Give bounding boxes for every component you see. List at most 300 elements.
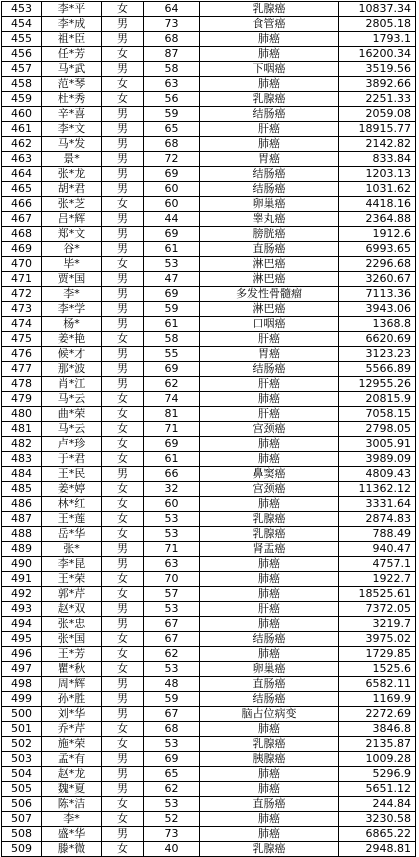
row-number-cell: 483 bbox=[2, 452, 42, 467]
sex-cell: 女 bbox=[102, 437, 144, 452]
row-number-cell: 470 bbox=[2, 257, 42, 272]
amount-cell: 3846.8 bbox=[339, 722, 416, 737]
patient-name-cell: 王*莲 bbox=[42, 512, 102, 527]
amount-cell: 1922.7 bbox=[339, 572, 416, 587]
sex-cell: 女 bbox=[102, 407, 144, 422]
age-cell: 32 bbox=[144, 482, 200, 497]
patient-name-cell: 马*武 bbox=[42, 62, 102, 77]
diagnosis-cell: 淋巴癌 bbox=[200, 257, 339, 272]
amount-cell: 3975.02 bbox=[339, 632, 416, 647]
diagnosis-cell: 结肠癌 bbox=[200, 167, 339, 182]
age-cell: 70 bbox=[144, 572, 200, 587]
row-number-cell: 498 bbox=[2, 677, 42, 692]
patient-name-cell: 曲*荣 bbox=[42, 407, 102, 422]
patient-cost-table bbox=[1, 1, 416, 857]
diagnosis-cell: 肾盂癌 bbox=[200, 542, 339, 557]
amount-cell: 1031.62 bbox=[339, 182, 416, 197]
sex-cell: 男 bbox=[102, 62, 144, 77]
diagnosis-cell: 肺癌 bbox=[200, 557, 339, 572]
table-row bbox=[2, 17, 416, 32]
age-cell: 67 bbox=[144, 707, 200, 722]
amount-cell: 940.47 bbox=[339, 542, 416, 557]
amount-cell: 1009.28 bbox=[339, 752, 416, 767]
patient-name-cell: 孟*有 bbox=[42, 752, 102, 767]
table-row bbox=[2, 662, 416, 677]
sex-cell: 女 bbox=[102, 47, 144, 62]
patient-name-cell: 周*辉 bbox=[42, 677, 102, 692]
amount-cell: 1203.13 bbox=[339, 167, 416, 182]
diagnosis-cell: 肺癌 bbox=[200, 722, 339, 737]
table-row bbox=[2, 62, 416, 77]
amount-cell: 244.84 bbox=[339, 797, 416, 812]
table-row bbox=[2, 407, 416, 422]
amount-cell: 2059.08 bbox=[339, 107, 416, 122]
age-cell: 68 bbox=[144, 722, 200, 737]
row-number-cell: 479 bbox=[2, 392, 42, 407]
table-row bbox=[2, 677, 416, 692]
amount-cell: 3260.67 bbox=[339, 272, 416, 287]
patient-name-cell: 瞿*秋 bbox=[42, 662, 102, 677]
amount-cell: 1525.6 bbox=[339, 662, 416, 677]
patient-name-cell: 胡*君 bbox=[42, 182, 102, 197]
diagnosis-cell: 肺癌 bbox=[200, 437, 339, 452]
table-row bbox=[2, 617, 416, 632]
diagnosis-cell: 肺癌 bbox=[200, 767, 339, 782]
sex-cell: 男 bbox=[102, 302, 144, 317]
table-row bbox=[2, 302, 416, 317]
patient-name-cell: 祖*臣 bbox=[42, 32, 102, 47]
age-cell: 62 bbox=[144, 377, 200, 392]
sex-cell: 男 bbox=[102, 362, 144, 377]
row-number-cell: 453 bbox=[2, 2, 42, 17]
diagnosis-cell: 肺癌 bbox=[200, 47, 339, 62]
sex-cell: 男 bbox=[102, 692, 144, 707]
amount-cell: 6993.65 bbox=[339, 242, 416, 257]
row-number-cell: 457 bbox=[2, 62, 42, 77]
row-number-cell: 459 bbox=[2, 92, 42, 107]
patient-name-cell: 毕* bbox=[42, 257, 102, 272]
row-number-cell: 487 bbox=[2, 512, 42, 527]
patient-name-cell: 贾*国 bbox=[42, 272, 102, 287]
sex-cell: 男 bbox=[102, 152, 144, 167]
row-number-cell: 464 bbox=[2, 167, 42, 182]
table-row bbox=[2, 152, 416, 167]
patient-name-cell: 姜*婷 bbox=[42, 482, 102, 497]
table-row bbox=[2, 707, 416, 722]
table-row bbox=[2, 737, 416, 752]
table-row bbox=[2, 572, 416, 587]
age-cell: 59 bbox=[144, 107, 200, 122]
row-number-cell: 505 bbox=[2, 782, 42, 797]
sex-cell: 女 bbox=[102, 482, 144, 497]
row-number-cell: 508 bbox=[2, 827, 42, 842]
table-row bbox=[2, 842, 416, 857]
table-row bbox=[2, 482, 416, 497]
sex-cell: 女 bbox=[102, 737, 144, 752]
row-number-cell: 466 bbox=[2, 197, 42, 212]
age-cell: 69 bbox=[144, 227, 200, 242]
amount-cell: 1729.85 bbox=[339, 647, 416, 662]
row-number-cell: 482 bbox=[2, 437, 42, 452]
sex-cell: 男 bbox=[102, 707, 144, 722]
patient-name-cell: 马*云 bbox=[42, 392, 102, 407]
row-number-cell: 481 bbox=[2, 422, 42, 437]
diagnosis-cell: 肺癌 bbox=[200, 572, 339, 587]
row-number-cell: 467 bbox=[2, 212, 42, 227]
patient-name-cell: 林*红 bbox=[42, 497, 102, 512]
table-row bbox=[2, 782, 416, 797]
age-cell: 61 bbox=[144, 242, 200, 257]
sex-cell: 男 bbox=[102, 212, 144, 227]
diagnosis-cell: 乳腺癌 bbox=[200, 842, 339, 857]
row-number-cell: 503 bbox=[2, 752, 42, 767]
sex-cell: 女 bbox=[102, 587, 144, 602]
diagnosis-cell: 结肠癌 bbox=[200, 692, 339, 707]
amount-cell: 18525.61 bbox=[339, 587, 416, 602]
row-number-cell: 471 bbox=[2, 272, 42, 287]
amount-cell: 12955.26 bbox=[339, 377, 416, 392]
age-cell: 53 bbox=[144, 797, 200, 812]
sex-cell: 女 bbox=[102, 722, 144, 737]
row-number-cell: 456 bbox=[2, 47, 42, 62]
amount-cell: 4757.1 bbox=[339, 557, 416, 572]
amount-cell: 3989.09 bbox=[339, 452, 416, 467]
table-row bbox=[2, 587, 416, 602]
diagnosis-cell: 宫颈癌 bbox=[200, 422, 339, 437]
patient-name-cell: 王*荣 bbox=[42, 572, 102, 587]
row-number-cell: 502 bbox=[2, 737, 42, 752]
sex-cell: 男 bbox=[102, 782, 144, 797]
diagnosis-cell: 结肠癌 bbox=[200, 107, 339, 122]
row-number-cell: 477 bbox=[2, 362, 42, 377]
diagnosis-cell: 睾丸癌 bbox=[200, 212, 339, 227]
diagnosis-cell: 卵巢癌 bbox=[200, 662, 339, 677]
amount-cell: 4418.16 bbox=[339, 197, 416, 212]
row-number-cell: 454 bbox=[2, 17, 42, 32]
row-number-cell: 493 bbox=[2, 602, 42, 617]
patient-name-cell: 张*龙 bbox=[42, 167, 102, 182]
row-number-cell: 478 bbox=[2, 377, 42, 392]
sex-cell: 男 bbox=[102, 557, 144, 572]
amount-cell: 5651.12 bbox=[339, 782, 416, 797]
diagnosis-cell: 肺癌 bbox=[200, 812, 339, 827]
row-number-cell: 472 bbox=[2, 287, 42, 302]
patient-name-cell: 吕*辉 bbox=[42, 212, 102, 227]
diagnosis-cell: 胃癌 bbox=[200, 152, 339, 167]
amount-cell: 18915.77 bbox=[339, 122, 416, 137]
sex-cell: 女 bbox=[102, 77, 144, 92]
age-cell: 69 bbox=[144, 752, 200, 767]
table-row bbox=[2, 47, 416, 62]
amount-cell: 833.84 bbox=[339, 152, 416, 167]
sex-cell: 男 bbox=[102, 617, 144, 632]
amount-cell: 2364.88 bbox=[339, 212, 416, 227]
amount-cell: 5296.9 bbox=[339, 767, 416, 782]
sex-cell: 女 bbox=[102, 632, 144, 647]
row-number-cell: 475 bbox=[2, 332, 42, 347]
patient-name-cell: 岳*华 bbox=[42, 527, 102, 542]
age-cell: 68 bbox=[144, 32, 200, 47]
table-row bbox=[2, 767, 416, 782]
table-row bbox=[2, 467, 416, 482]
table-row bbox=[2, 602, 416, 617]
patient-name-cell: 李*平 bbox=[42, 2, 102, 17]
amount-cell: 2798.05 bbox=[339, 422, 416, 437]
row-number-cell: 496 bbox=[2, 647, 42, 662]
patient-name-cell: 那*波 bbox=[42, 362, 102, 377]
diagnosis-cell: 肝癌 bbox=[200, 122, 339, 137]
patient-name-cell: 卢*珍 bbox=[42, 437, 102, 452]
table-row bbox=[2, 392, 416, 407]
diagnosis-cell: 卵巢癌 bbox=[200, 197, 339, 212]
row-number-cell: 488 bbox=[2, 527, 42, 542]
patient-name-cell: 谷* bbox=[42, 242, 102, 257]
age-cell: 71 bbox=[144, 422, 200, 437]
diagnosis-cell: 结肠癌 bbox=[200, 632, 339, 647]
age-cell: 53 bbox=[144, 512, 200, 527]
age-cell: 62 bbox=[144, 782, 200, 797]
age-cell: 60 bbox=[144, 497, 200, 512]
row-number-cell: 507 bbox=[2, 812, 42, 827]
amount-cell: 7372.05 bbox=[339, 602, 416, 617]
diagnosis-cell: 肝癌 bbox=[200, 332, 339, 347]
sex-cell: 男 bbox=[102, 287, 144, 302]
table-row bbox=[2, 107, 416, 122]
age-cell: 59 bbox=[144, 692, 200, 707]
table-body bbox=[2, 2, 416, 857]
sex-cell: 女 bbox=[102, 647, 144, 662]
patient-name-cell: 杨* bbox=[42, 317, 102, 332]
age-cell: 53 bbox=[144, 737, 200, 752]
amount-cell: 11362.12 bbox=[339, 482, 416, 497]
patient-name-cell: 张*忠 bbox=[42, 617, 102, 632]
patient-name-cell: 肖*江 bbox=[42, 377, 102, 392]
table-row bbox=[2, 827, 416, 842]
row-number-cell: 485 bbox=[2, 482, 42, 497]
diagnosis-cell: 直肠癌 bbox=[200, 677, 339, 692]
age-cell: 57 bbox=[144, 587, 200, 602]
diagnosis-cell: 多发性骨髓瘤 bbox=[200, 287, 339, 302]
patient-name-cell: 赵*双 bbox=[42, 602, 102, 617]
age-cell: 69 bbox=[144, 287, 200, 302]
amount-cell: 3005.91 bbox=[339, 437, 416, 452]
patient-name-cell: 郑*文 bbox=[42, 227, 102, 242]
age-cell: 63 bbox=[144, 77, 200, 92]
row-number-cell: 494 bbox=[2, 617, 42, 632]
age-cell: 53 bbox=[144, 602, 200, 617]
row-number-cell: 461 bbox=[2, 122, 42, 137]
row-number-cell: 504 bbox=[2, 767, 42, 782]
age-cell: 62 bbox=[144, 647, 200, 662]
patient-name-cell: 孙*胜 bbox=[42, 692, 102, 707]
diagnosis-cell: 肝癌 bbox=[200, 602, 339, 617]
diagnosis-cell: 脑占位病变 bbox=[200, 707, 339, 722]
age-cell: 65 bbox=[144, 767, 200, 782]
diagnosis-cell: 胰腺癌 bbox=[200, 752, 339, 767]
diagnosis-cell: 肺癌 bbox=[200, 497, 339, 512]
sex-cell: 女 bbox=[102, 392, 144, 407]
amount-cell: 3123.23 bbox=[339, 347, 416, 362]
row-number-cell: 473 bbox=[2, 302, 42, 317]
row-number-cell: 480 bbox=[2, 407, 42, 422]
age-cell: 72 bbox=[144, 152, 200, 167]
patient-name-cell: 李*学 bbox=[42, 302, 102, 317]
patient-name-cell: 辛*喜 bbox=[42, 107, 102, 122]
amount-cell: 16200.34 bbox=[339, 47, 416, 62]
table-row bbox=[2, 752, 416, 767]
table-row bbox=[2, 227, 416, 242]
sex-cell: 男 bbox=[102, 767, 144, 782]
diagnosis-cell: 乳腺癌 bbox=[200, 2, 339, 17]
table-row bbox=[2, 722, 416, 737]
row-number-cell: 463 bbox=[2, 152, 42, 167]
diagnosis-cell: 结肠癌 bbox=[200, 182, 339, 197]
sex-cell: 女 bbox=[102, 2, 144, 17]
age-cell: 53 bbox=[144, 257, 200, 272]
table-row bbox=[2, 557, 416, 572]
age-cell: 66 bbox=[144, 467, 200, 482]
sex-cell: 男 bbox=[102, 602, 144, 617]
table-row bbox=[2, 452, 416, 467]
patient-name-cell: 李*昆 bbox=[42, 557, 102, 572]
diagnosis-cell: 肺癌 bbox=[200, 77, 339, 92]
row-number-cell: 501 bbox=[2, 722, 42, 737]
sex-cell: 男 bbox=[102, 272, 144, 287]
diagnosis-cell: 肺癌 bbox=[200, 32, 339, 47]
age-cell: 58 bbox=[144, 62, 200, 77]
age-cell: 48 bbox=[144, 677, 200, 692]
amount-cell: 2948.81 bbox=[339, 842, 416, 857]
amount-cell: 2251.33 bbox=[339, 92, 416, 107]
diagnosis-cell: 乳腺癌 bbox=[200, 92, 339, 107]
patient-name-cell: 景* bbox=[42, 152, 102, 167]
diagnosis-cell: 结肠癌 bbox=[200, 362, 339, 377]
sex-cell: 女 bbox=[102, 527, 144, 542]
patient-name-cell: 刘*华 bbox=[42, 707, 102, 722]
age-cell: 87 bbox=[144, 47, 200, 62]
sex-cell: 女 bbox=[102, 797, 144, 812]
diagnosis-cell: 口咽癌 bbox=[200, 317, 339, 332]
row-number-cell: 465 bbox=[2, 182, 42, 197]
patient-name-cell: 陈*洁 bbox=[42, 797, 102, 812]
amount-cell: 4809.43 bbox=[339, 467, 416, 482]
diagnosis-cell: 肝癌 bbox=[200, 377, 339, 392]
amount-cell: 2805.18 bbox=[339, 17, 416, 32]
row-number-cell: 474 bbox=[2, 317, 42, 332]
table-row bbox=[2, 437, 416, 452]
sex-cell: 男 bbox=[102, 227, 144, 242]
patient-name-cell: 任*芳 bbox=[42, 47, 102, 62]
amount-cell: 1368.8 bbox=[339, 317, 416, 332]
diagnosis-cell: 宫颈癌 bbox=[200, 482, 339, 497]
table-row bbox=[2, 812, 416, 827]
sex-cell: 男 bbox=[102, 32, 144, 47]
sex-cell: 女 bbox=[102, 572, 144, 587]
diagnosis-cell: 淋巴癌 bbox=[200, 302, 339, 317]
age-cell: 61 bbox=[144, 452, 200, 467]
table-row bbox=[2, 77, 416, 92]
row-number-cell: 490 bbox=[2, 557, 42, 572]
table-row bbox=[2, 692, 416, 707]
diagnosis-cell: 乳腺癌 bbox=[200, 527, 339, 542]
patient-name-cell: 王*芳 bbox=[42, 647, 102, 662]
age-cell: 64 bbox=[144, 2, 200, 17]
age-cell: 53 bbox=[144, 662, 200, 677]
age-cell: 67 bbox=[144, 617, 200, 632]
sex-cell: 男 bbox=[102, 347, 144, 362]
diagnosis-cell: 直肠癌 bbox=[200, 797, 339, 812]
table-row bbox=[2, 242, 416, 257]
age-cell: 74 bbox=[144, 392, 200, 407]
patient-name-cell: 李*成 bbox=[42, 17, 102, 32]
age-cell: 67 bbox=[144, 632, 200, 647]
table-row bbox=[2, 797, 416, 812]
amount-cell: 3219.7 bbox=[339, 617, 416, 632]
sex-cell: 男 bbox=[102, 167, 144, 182]
table-row bbox=[2, 167, 416, 182]
sex-cell: 女 bbox=[102, 92, 144, 107]
amount-cell: 7058.15 bbox=[339, 407, 416, 422]
row-number-cell: 506 bbox=[2, 797, 42, 812]
amount-cell: 2296.68 bbox=[339, 257, 416, 272]
amount-cell: 788.49 bbox=[339, 527, 416, 542]
row-number-cell: 486 bbox=[2, 497, 42, 512]
sex-cell: 女 bbox=[102, 257, 144, 272]
table-row bbox=[2, 647, 416, 662]
table-row bbox=[2, 632, 416, 647]
patient-name-cell: 姜*艳 bbox=[42, 332, 102, 347]
diagnosis-cell: 胃癌 bbox=[200, 347, 339, 362]
diagnosis-cell: 下咽癌 bbox=[200, 62, 339, 77]
age-cell: 71 bbox=[144, 542, 200, 557]
age-cell: 56 bbox=[144, 92, 200, 107]
diagnosis-cell: 乳腺癌 bbox=[200, 737, 339, 752]
age-cell: 61 bbox=[144, 317, 200, 332]
table-row bbox=[2, 332, 416, 347]
age-cell: 69 bbox=[144, 167, 200, 182]
patient-name-cell: 候*才 bbox=[42, 347, 102, 362]
row-number-cell: 497 bbox=[2, 662, 42, 677]
table-row bbox=[2, 197, 416, 212]
age-cell: 69 bbox=[144, 362, 200, 377]
sex-cell: 女 bbox=[102, 662, 144, 677]
diagnosis-cell: 肺癌 bbox=[200, 617, 339, 632]
table-row bbox=[2, 257, 416, 272]
table-row bbox=[2, 182, 416, 197]
row-number-cell: 509 bbox=[2, 842, 42, 857]
sex-cell: 女 bbox=[102, 452, 144, 467]
table-row bbox=[2, 287, 416, 302]
diagnosis-cell: 肝癌 bbox=[200, 407, 339, 422]
patient-name-cell: 李* bbox=[42, 812, 102, 827]
table-row bbox=[2, 212, 416, 227]
amount-cell: 3892.66 bbox=[339, 77, 416, 92]
sex-cell: 男 bbox=[102, 677, 144, 692]
row-number-cell: 495 bbox=[2, 632, 42, 647]
age-cell: 73 bbox=[144, 827, 200, 842]
patient-name-cell: 于*君 bbox=[42, 452, 102, 467]
amount-cell: 1169.9 bbox=[339, 692, 416, 707]
sex-cell: 男 bbox=[102, 827, 144, 842]
amount-cell: 7113.36 bbox=[339, 287, 416, 302]
amount-cell: 5566.89 bbox=[339, 362, 416, 377]
sex-cell: 女 bbox=[102, 842, 144, 857]
table-row bbox=[2, 317, 416, 332]
age-cell: 73 bbox=[144, 17, 200, 32]
sex-cell: 男 bbox=[102, 182, 144, 197]
diagnosis-cell: 淋巴癌 bbox=[200, 272, 339, 287]
diagnosis-cell: 膀胱癌 bbox=[200, 227, 339, 242]
